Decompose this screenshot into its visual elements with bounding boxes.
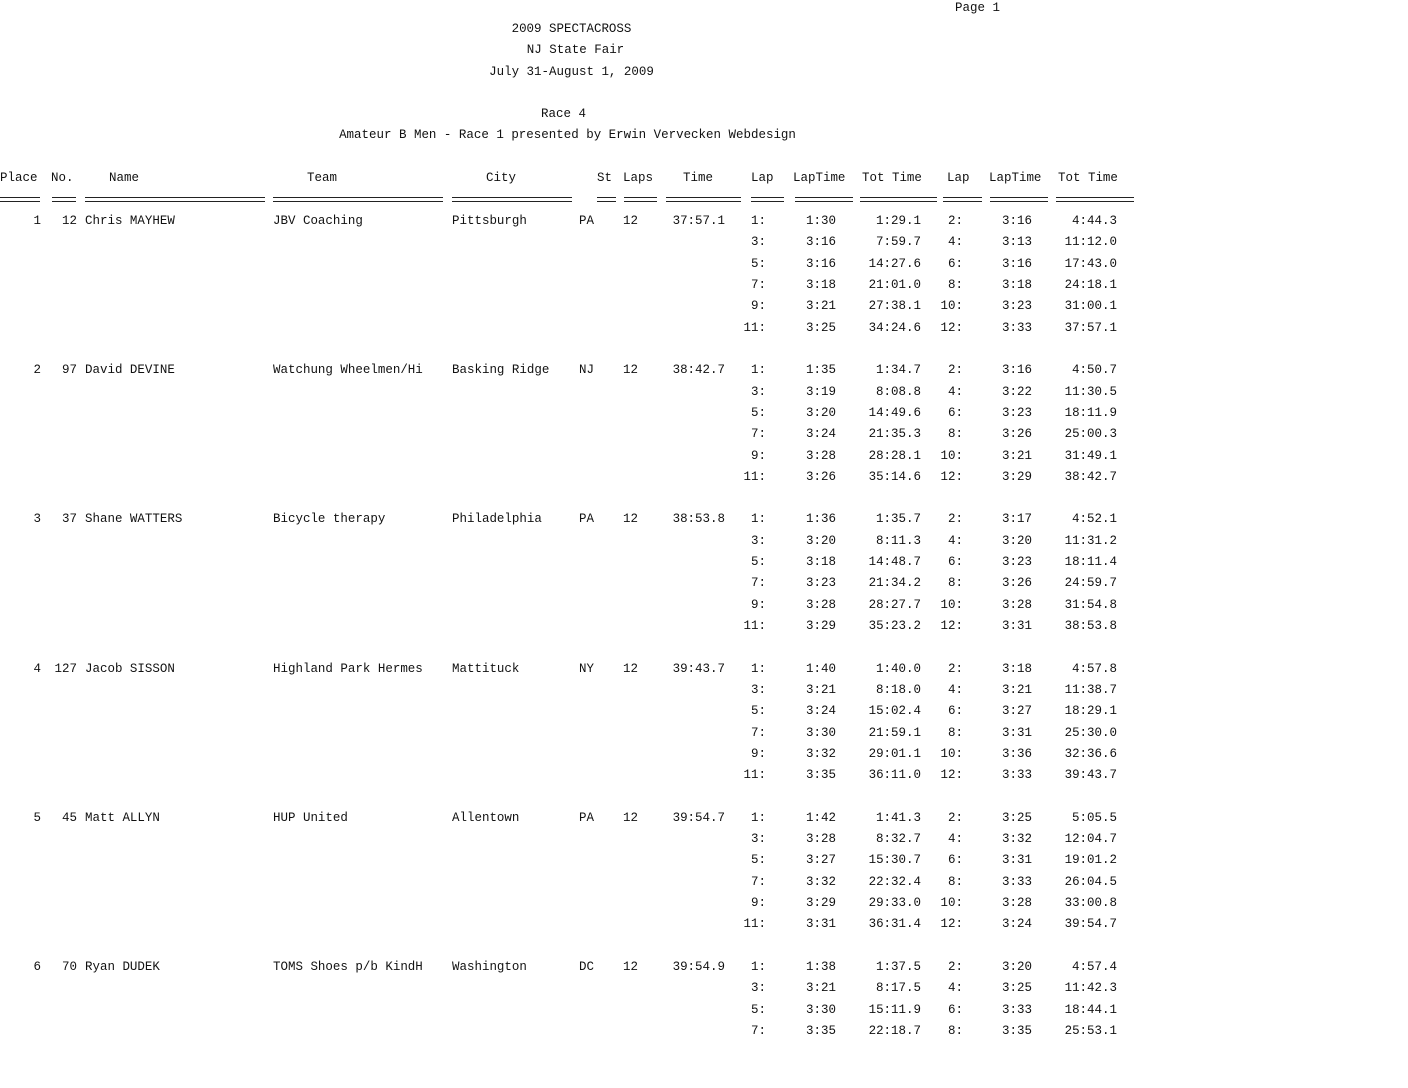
lap-time: 3:28 (1002, 895, 1032, 911)
lap-number: 5: (751, 554, 766, 570)
total-time: 15:11.9 (868, 1001, 921, 1017)
total-time: 18:29.1 (1064, 703, 1117, 719)
lap-number: 9: (751, 596, 766, 612)
rider-laps: 12 (623, 660, 638, 676)
col-header-laps: Laps (623, 170, 653, 185)
race-title: Race 4 (541, 106, 586, 121)
total-time: 29:01.1 (868, 745, 921, 761)
rider-name: Chris MAYHEW (85, 213, 175, 228)
col-header-team: Team (307, 170, 337, 185)
lap-number: 11: (743, 916, 766, 932)
event-venue: NJ State Fair (526, 42, 625, 57)
rider-team: Bicycle therapy (273, 511, 386, 527)
total-time: 15:02.4 (868, 703, 921, 719)
lap-number: 12: (940, 916, 963, 932)
lap-number: 1: (751, 660, 766, 676)
lap-time: 3:18 (806, 554, 836, 570)
lap-time: 3:21 (806, 980, 836, 996)
lap-time: 3:21 (1002, 447, 1032, 463)
lap-time: 3:22 (1002, 383, 1032, 399)
total-time: 24:59.7 (1064, 575, 1117, 591)
lap-number: 7: (751, 276, 766, 292)
total-time: 8:08.8 (876, 383, 921, 399)
lap-number: 4: (948, 980, 963, 996)
result-place: 5 (33, 809, 41, 825)
lap-time: 3:28 (806, 447, 836, 463)
lap-time: 3:16 (1002, 213, 1032, 228)
lap-number: 7: (751, 724, 766, 740)
lap-number: 12: (940, 767, 963, 783)
lap-time: 3:25 (1002, 980, 1032, 996)
total-time: 1:37.5 (876, 959, 921, 974)
column-separator (943, 197, 982, 202)
rider-laps: 12 (623, 511, 638, 527)
total-time: 35:14.6 (868, 468, 921, 484)
rider-name: Ryan DUDEK (85, 959, 160, 974)
rider-team: TOMS Shoes p/b KindH (273, 959, 423, 974)
rider-name: Shane WATTERS (85, 511, 183, 527)
rider-city: Basking Ridge (452, 362, 550, 378)
total-time: 17:43.0 (1064, 255, 1117, 271)
lap-time: 3:26 (806, 468, 836, 484)
total-time: 19:01.2 (1064, 852, 1117, 868)
col-header-name: Name (109, 170, 139, 185)
column-separator (85, 197, 265, 202)
lap-number: 3: (751, 532, 766, 548)
lap-number: 10: (940, 745, 963, 761)
lap-number: 6: (948, 404, 963, 420)
rider-number: 12 (62, 213, 77, 228)
lap-number: 2: (948, 362, 963, 378)
total-time: 32:36.6 (1064, 745, 1117, 761)
column-separator (52, 197, 76, 202)
lap-number: 3: (751, 980, 766, 996)
lap-number: 2: (948, 959, 963, 974)
lap-time: 3:20 (806, 404, 836, 420)
lap-time: 3:23 (1002, 404, 1032, 420)
column-separator (795, 197, 853, 202)
lap-number: 8: (948, 724, 963, 740)
col-header-lap-1: Lap (751, 170, 774, 185)
total-time: 39:43.7 (1064, 767, 1117, 783)
total-time: 4:44.3 (1072, 213, 1117, 228)
lap-time: 3:31 (1002, 724, 1032, 740)
total-time: 18:11.9 (1064, 404, 1117, 420)
lap-time: 3:23 (806, 575, 836, 591)
lap-number: 5: (751, 404, 766, 420)
column-separator (666, 197, 741, 202)
total-time: 21:59.1 (868, 724, 921, 740)
column-separator (751, 197, 784, 202)
total-time: 22:32.4 (868, 873, 921, 889)
lap-number: 5: (751, 852, 766, 868)
lap-time: 3:30 (806, 1001, 836, 1017)
lap-time: 3:28 (1002, 596, 1032, 612)
total-time: 28:28.1 (868, 447, 921, 463)
lap-number: 3: (751, 234, 766, 250)
rider-name: Matt ALLYN (85, 809, 160, 825)
total-time: 11:31.2 (1064, 532, 1117, 548)
lap-number: 7: (751, 575, 766, 591)
lap-number: 12: (940, 618, 963, 634)
column-separator (597, 197, 616, 202)
total-time: 31:54.8 (1064, 596, 1117, 612)
lap-number: 4: (948, 831, 963, 847)
lap-time: 1:42 (806, 809, 836, 825)
total-time: 1:40.0 (876, 660, 921, 676)
lap-number: 1: (751, 959, 766, 974)
lap-time: 3:24 (1002, 916, 1032, 932)
lap-time: 3:26 (1002, 426, 1032, 442)
total-time: 4:52.1 (1072, 511, 1117, 527)
lap-number: 11: (743, 319, 766, 335)
lap-time: 3:27 (1002, 703, 1032, 719)
lap-time: 3:36 (1002, 745, 1032, 761)
total-time: 18:44.1 (1064, 1001, 1117, 1017)
lap-time: 3:33 (1002, 767, 1032, 783)
lap-number: 1: (751, 362, 766, 378)
rider-state: PA (579, 809, 594, 825)
lap-time: 3:16 (1002, 362, 1032, 378)
lap-time: 3:16 (806, 234, 836, 250)
rider-laps: 12 (623, 809, 638, 825)
lap-number: 9: (751, 895, 766, 911)
lap-number: 9: (751, 745, 766, 761)
rider-state: NJ (579, 362, 594, 378)
lap-number: 4: (948, 383, 963, 399)
lap-number: 2: (948, 213, 963, 228)
lap-number: 5: (751, 1001, 766, 1017)
page-number: Page 1 (955, 0, 1000, 15)
rider-number: 97 (62, 362, 77, 378)
lap-time: 3:33 (1002, 1001, 1032, 1017)
rider-laps: 12 (623, 959, 638, 974)
lap-number: 11: (743, 767, 766, 783)
total-time: 22:18.7 (868, 1022, 921, 1038)
lap-number: 4: (948, 681, 963, 697)
lap-time: 3:24 (806, 703, 836, 719)
lap-number: 1: (751, 213, 766, 228)
rider-city: Philadelphia (452, 511, 542, 527)
total-time: 27:38.1 (868, 298, 921, 314)
rider-team: Highland Park Hermes (273, 660, 423, 676)
total-time: 11:30.5 (1064, 383, 1117, 399)
total-time: 8:18.0 (876, 681, 921, 697)
rider-team: HUP United (273, 809, 348, 825)
lap-number: 7: (751, 426, 766, 442)
total-time: 1:41.3 (876, 809, 921, 825)
total-time: 5:05.5 (1072, 809, 1117, 825)
lap-number: 4: (948, 532, 963, 548)
total-time: 8:32.7 (876, 831, 921, 847)
column-separator (860, 197, 937, 202)
lap-time: 3:20 (1002, 959, 1032, 974)
rider-time: 39:54.9 (672, 959, 725, 974)
rider-state: DC (579, 959, 594, 974)
total-time: 33:00.8 (1064, 895, 1117, 911)
column-separator (0, 197, 40, 202)
rider-city: Pittsburgh (452, 213, 527, 228)
lap-time: 3:20 (1002, 532, 1032, 548)
lap-number: 6: (948, 255, 963, 271)
lap-number: 11: (743, 468, 766, 484)
lap-number: 2: (948, 809, 963, 825)
lap-time: 1:36 (806, 511, 836, 527)
lap-time: 3:29 (806, 618, 836, 634)
total-time: 26:04.5 (1064, 873, 1117, 889)
total-time: 8:17.5 (876, 980, 921, 996)
lap-time: 1:30 (806, 213, 836, 228)
lap-time: 3:30 (806, 724, 836, 740)
result-place: 1 (33, 213, 41, 228)
lap-number: 12: (940, 319, 963, 335)
column-separator (452, 197, 572, 202)
lap-number: 10: (940, 447, 963, 463)
lap-number: 1: (751, 809, 766, 825)
rider-name: Jacob SISSON (85, 660, 175, 676)
total-time: 35:23.2 (868, 618, 921, 634)
lap-time: 3:26 (1002, 575, 1032, 591)
lap-number: 6: (948, 554, 963, 570)
lap-number: 8: (948, 575, 963, 591)
rider-city: Mattituck (452, 660, 520, 676)
rider-state: PA (579, 511, 594, 527)
lap-number: 6: (948, 703, 963, 719)
total-time: 21:34.2 (868, 575, 921, 591)
lap-time: 3:16 (1002, 255, 1032, 271)
lap-time: 3:31 (1002, 618, 1032, 634)
lap-number: 10: (940, 596, 963, 612)
lap-number: 4: (948, 234, 963, 250)
lap-time: 3:21 (806, 681, 836, 697)
total-time: 1:35.7 (876, 511, 921, 527)
lap-number: 9: (751, 447, 766, 463)
lap-time: 3:18 (1002, 660, 1032, 676)
total-time: 11:12.0 (1064, 234, 1117, 250)
rider-state: PA (579, 213, 594, 228)
lap-time: 3:31 (806, 916, 836, 932)
col-header-tottime-1: Tot Time (862, 170, 922, 185)
lap-number: 8: (948, 873, 963, 889)
lap-time: 1:40 (806, 660, 836, 676)
lap-number: 5: (751, 703, 766, 719)
result-place: 6 (33, 959, 41, 974)
lap-time: 3:18 (806, 276, 836, 292)
total-time: 12:04.7 (1064, 831, 1117, 847)
lap-time: 3:29 (1002, 468, 1032, 484)
lap-time: 3:33 (1002, 319, 1032, 335)
rider-state: NY (579, 660, 594, 676)
rider-team: Watchung Wheelmen/Hi (273, 362, 423, 378)
lap-time: 3:25 (806, 319, 836, 335)
rider-team: JBV Coaching (273, 213, 363, 228)
total-time: 18:11.4 (1064, 554, 1117, 570)
total-time: 38:53.8 (1064, 618, 1117, 634)
column-separator (273, 197, 443, 202)
result-place: 3 (33, 511, 41, 527)
total-time: 11:42.3 (1064, 980, 1117, 996)
result-place: 2 (33, 362, 41, 378)
lap-number: 7: (751, 1022, 766, 1038)
total-time: 1:29.1 (876, 213, 921, 228)
lap-number: 7: (751, 873, 766, 889)
total-time: 36:11.0 (868, 767, 921, 783)
lap-number: 2: (948, 511, 963, 527)
lap-time: 3:31 (1002, 852, 1032, 868)
total-time: 31:49.1 (1064, 447, 1117, 463)
total-time: 29:33.0 (868, 895, 921, 911)
total-time: 14:27.6 (868, 255, 921, 271)
lap-number: 11: (743, 618, 766, 634)
column-separator (1056, 197, 1134, 202)
lap-number: 2: (948, 660, 963, 676)
lap-time: 1:35 (806, 362, 836, 378)
lap-time: 3:24 (806, 426, 836, 442)
lap-number: 8: (948, 1022, 963, 1038)
total-time: 14:48.7 (868, 554, 921, 570)
total-time: 4:57.4 (1072, 959, 1117, 974)
lap-time: 3:18 (1002, 276, 1032, 292)
lap-time: 3:21 (806, 298, 836, 314)
total-time: 15:30.7 (868, 852, 921, 868)
lap-number: 3: (751, 681, 766, 697)
lap-number: 3: (751, 831, 766, 847)
rider-number: 127 (54, 660, 77, 676)
lap-time: 3:13 (1002, 234, 1032, 250)
rider-time: 38:53.8 (672, 511, 725, 527)
lap-time: 3:35 (806, 1022, 836, 1038)
column-separator (990, 197, 1048, 202)
lap-time: 3:32 (806, 745, 836, 761)
lap-time: 3:17 (1002, 511, 1032, 527)
total-time: 4:50.7 (1072, 362, 1117, 378)
lap-number: 5: (751, 255, 766, 271)
col-header-laptime-1: LapTime (793, 170, 846, 185)
lap-number: 10: (940, 895, 963, 911)
total-time: 24:18.1 (1064, 276, 1117, 292)
col-header-lap-2: Lap (947, 170, 970, 185)
rider-laps: 12 (623, 213, 638, 228)
race-category: Amateur B Men - Race 1 presented by Erwin Vervecken Webdesign (339, 127, 796, 142)
total-time: 36:31.4 (868, 916, 921, 932)
rider-city: Washington (452, 959, 527, 974)
lap-number: 3: (751, 383, 766, 399)
lap-number: 8: (948, 426, 963, 442)
lap-time: 3:35 (806, 767, 836, 783)
lap-time: 3:20 (806, 532, 836, 548)
rider-number: 70 (62, 959, 77, 974)
lap-time: 3:23 (1002, 298, 1032, 314)
lap-time: 3:16 (806, 255, 836, 271)
total-time: 4:57.8 (1072, 660, 1117, 676)
lap-number: 1: (751, 511, 766, 527)
total-time: 37:57.1 (1064, 319, 1117, 335)
lap-time: 3:19 (806, 383, 836, 399)
col-header-place: Place (0, 170, 38, 185)
lap-time: 3:29 (806, 895, 836, 911)
lap-number: 6: (948, 1001, 963, 1017)
lap-time: 3:28 (806, 596, 836, 612)
col-header-no: No. (51, 170, 74, 185)
total-time: 14:49.6 (868, 404, 921, 420)
lap-time: 3:23 (1002, 554, 1032, 570)
lap-time: 1:38 (806, 959, 836, 974)
rider-laps: 12 (623, 362, 638, 378)
total-time: 38:42.7 (1064, 468, 1117, 484)
col-header-tottime-2: Tot Time (1058, 170, 1118, 185)
total-time: 25:30.0 (1064, 724, 1117, 740)
total-time: 8:11.3 (876, 532, 921, 548)
lap-number: 9: (751, 298, 766, 314)
lap-time: 3:27 (806, 852, 836, 868)
total-time: 28:27.7 (868, 596, 921, 612)
total-time: 39:54.7 (1064, 916, 1117, 932)
lap-time: 3:33 (1002, 873, 1032, 889)
lap-number: 6: (948, 852, 963, 868)
col-header-time: Time (683, 170, 713, 185)
total-time: 11:38.7 (1064, 681, 1117, 697)
lap-number: 10: (940, 298, 963, 314)
total-time: 25:53.1 (1064, 1022, 1117, 1038)
total-time: 1:34.7 (876, 362, 921, 378)
rider-time: 39:43.7 (672, 660, 725, 676)
rider-time: 38:42.7 (672, 362, 725, 378)
rider-time: 39:54.7 (672, 809, 725, 825)
col-header-city: City (486, 170, 516, 185)
result-place: 4 (33, 660, 41, 676)
rider-number: 45 (62, 809, 77, 825)
total-time: 34:24.6 (868, 319, 921, 335)
lap-time: 3:32 (1002, 831, 1032, 847)
rider-name: David DEVINE (85, 362, 175, 378)
event-dates: July 31-August 1, 2009 (489, 64, 654, 79)
total-time: 21:35.3 (868, 426, 921, 442)
lap-time: 3:21 (1002, 681, 1032, 697)
rider-number: 37 (62, 511, 77, 527)
lap-number: 12: (940, 468, 963, 484)
column-separator (624, 197, 657, 202)
total-time: 7:59.7 (876, 234, 921, 250)
lap-time: 3:28 (806, 831, 836, 847)
rider-city: Allentown (452, 809, 520, 825)
lap-time: 3:35 (1002, 1022, 1032, 1038)
col-header-st: St (597, 170, 612, 185)
lap-time: 3:25 (1002, 809, 1032, 825)
total-time: 25:00.3 (1064, 426, 1117, 442)
lap-time: 3:32 (806, 873, 836, 889)
total-time: 21:01.0 (868, 276, 921, 292)
total-time: 31:00.1 (1064, 298, 1117, 314)
lap-number: 8: (948, 276, 963, 292)
col-header-laptime-2: LapTime (989, 170, 1042, 185)
event-title: 2009 SPECTACROSS (511, 21, 632, 36)
rider-time: 37:57.1 (672, 213, 725, 228)
